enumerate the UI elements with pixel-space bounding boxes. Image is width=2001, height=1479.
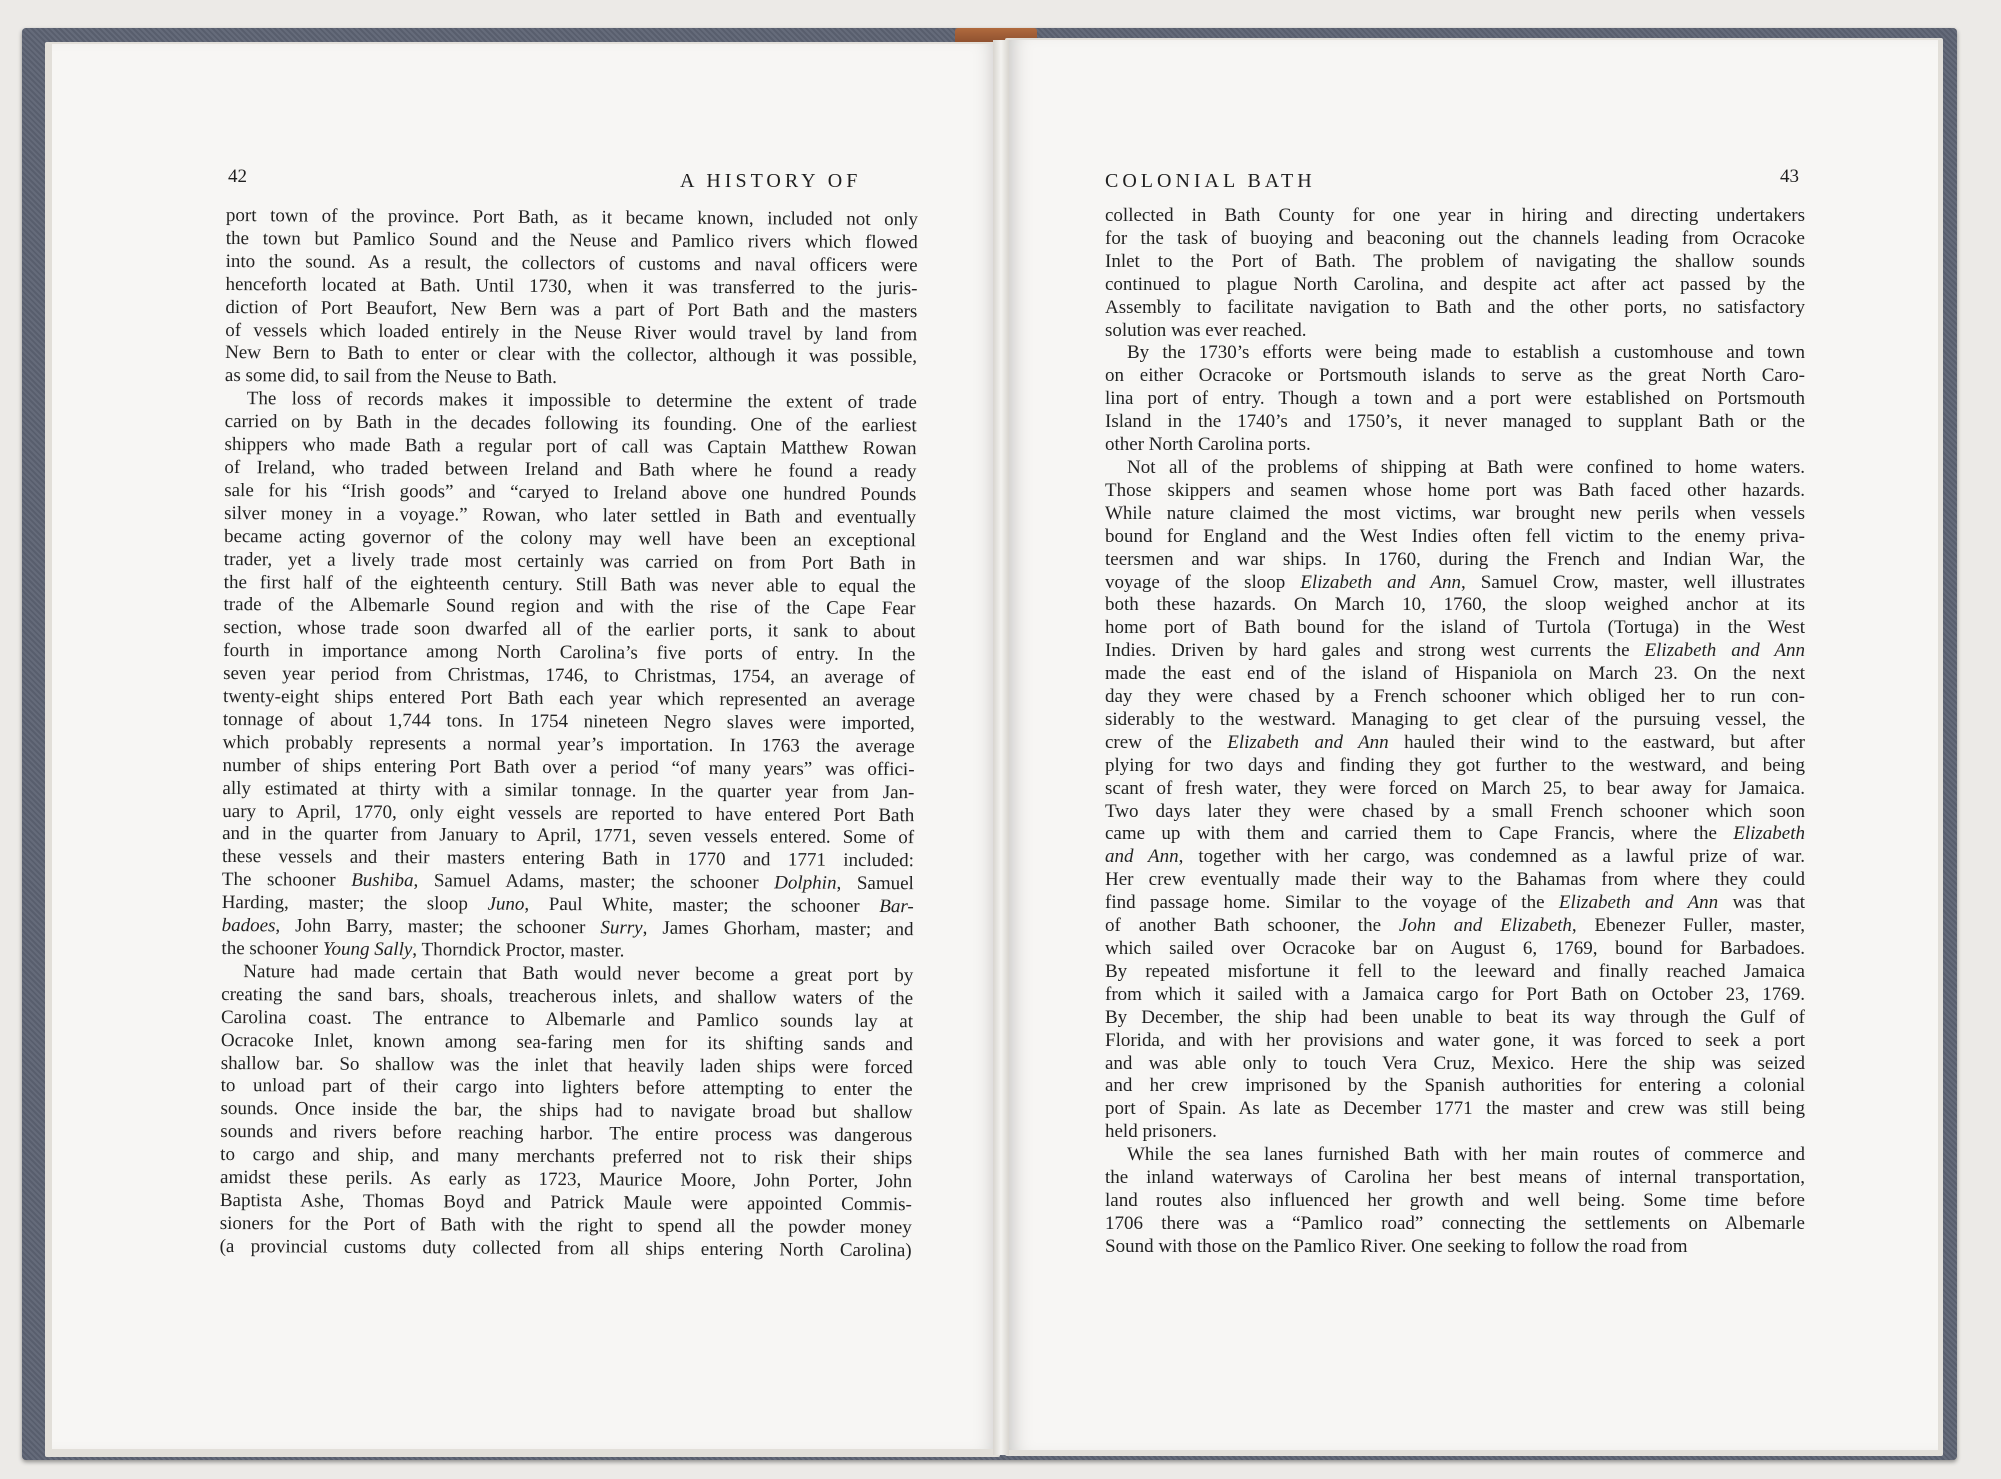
text-line: sounds. Once inside the bar, the ships had to navigate broad but shallow <box>220 1098 913 1124</box>
text-line: Florida, and with her provisions and water gone, it was forced to seek a port <box>1105 1029 1805 1051</box>
text-line: which sailed over Ocracoke bar on August 6, 1769, bound for Barbadoes. <box>1105 938 1805 959</box>
text-line: Assembly to facilitate navigation to Bath and the other ports, no satisfactory <box>1105 296 1805 318</box>
text-line: find passage home. Similar to the voyage of the Elizabeth and Ann was that <box>1105 892 1805 914</box>
text-line: to cargo and ship, and many merchants preferred not to risk their ships <box>220 1144 913 1170</box>
text-line: lina port of entry. Though a town and a port were established on Portsmouth <box>1105 388 1805 410</box>
text-line: ally estimated at thirty with a similar tonnage. In the quarter year from Jan- <box>222 777 915 803</box>
text-line: port of Spain. As late as December 1771 the master and crew was still being <box>1105 1098 1805 1120</box>
text-line: henceforth located at Bath. Until 1730, when it was transferred to the juris- <box>225 273 918 299</box>
text-line: from which it sailed with a Jamaica cargo for Port Bath on October 23, 1769. <box>1105 983 1805 1005</box>
text-line: Nature had made certain that Bath would never become a great port by <box>243 961 914 987</box>
text-line: Her crew eventually made their way to the Bahamas from where they could <box>1105 869 1805 891</box>
text-line: and her crew imprisoned by the Spanish authorities for entering a colonial <box>1105 1075 1805 1097</box>
text-line: Carolina coast. The entrance to Albemarle and Pamlico sounds lay at <box>220 1006 914 1032</box>
text-line: trade of the Albemarle Sound region and with the rise of the Cape Fear <box>223 594 916 620</box>
text-line: While the sea lanes furnished Bath with her main routes of commerce and <box>1127 1144 1805 1166</box>
right-page-body <box>1105 205 1805 1259</box>
text-line: became acting governor of the colony may well have been an exceptional <box>223 525 917 551</box>
text-line: of vessels which loaded entirely in the Neuse River would travel by land from <box>225 319 918 345</box>
text-line: other North Carolina ports. <box>1105 434 1311 456</box>
text-line: Baptista Ashe, Thomas Boyd and Patrick Maule were appointed Commis- <box>219 1189 912 1216</box>
text-line: fourth in importance among North Carolina’s five ports of entry. In the <box>223 640 916 666</box>
text-line: The schooner Bushiba, Samuel Adams, master; the schooner Dolphin, Samuel <box>221 869 914 895</box>
text-line: bound for England and the West Indies often fell victim to the enemy priva- <box>1105 525 1805 547</box>
text-line: the first half of the eighteenth century. Still Bath was never able to equal the <box>223 571 916 597</box>
text-line: home port of Bath bound for the island of Turtola (Tortuga) in the West <box>1105 617 1805 639</box>
right-running-head: COLONIAL BATH <box>1105 170 1316 192</box>
text-line: New Bern to Bath to enter or clear with the collector, although it was possible, <box>225 342 918 368</box>
text-line: Indies. Driven by hard gales and strong west currents the Elizabeth and Ann <box>1105 640 1805 662</box>
text-line: crew of the Elizabeth and Ann hauled their wind to the eastward, but after <box>1105 731 1805 753</box>
text-line: Ocracoke Inlet, known among sea-faring men for its shifting sands and <box>220 1029 913 1055</box>
text-line: of Ireland, who traded between Ireland and Bath where he found a ready <box>224 456 917 483</box>
text-line: collected in Bath County for one year in hiring and directing undertakers <box>1105 205 1805 226</box>
text-line: section, whose trade soon dwarfed all of the earlier ports, it sank to about <box>223 617 916 643</box>
left-page-body <box>220 205 918 1263</box>
text-line: as some did, to sail from the Neuse to Bath. <box>224 365 557 389</box>
text-line: siderably to the westward. Managing to get clear of the pursuing vessel, the <box>1105 708 1805 730</box>
text-line: into the sound. As a result, the collectors of customs and naval officers were <box>225 250 918 277</box>
text-line: tonnage of about 1,744 tons. In 1754 nineteen Negro slaves were imported, <box>222 708 915 735</box>
text-line: carried on by Bath in the decades following its founding. One of the earliest <box>224 411 917 437</box>
text-line: on either Ocracoke or Portsmouth islands to serve as the great North Caro- <box>1105 365 1805 387</box>
text-line: trader, yet a lively trade most certainly was carried on from Port Bath in <box>223 548 916 574</box>
text-line: Inlet to the Port of Bath. The problem of navigating the shallow sounds <box>1105 250 1805 272</box>
text-line: Island in the 1740’s and 1750’s, it never managed to supplant Bath or the <box>1105 411 1805 433</box>
text-line: Two days later they were chased by a small French schooner which soon <box>1105 800 1805 822</box>
text-line: which probably represents a normal year’s importation. In 1763 the average <box>222 731 915 758</box>
text-line: came up with them and carried them to Cape Francis, where the Elizabeth <box>1105 823 1805 845</box>
text-line: Harding, master; the sloop Juno, Paul White, master; the schooner Bar- <box>221 892 914 918</box>
text-line: port town of the province. Port Bath, as it became known, included not only <box>225 205 918 231</box>
text-line: twenty-eight ships entered Port Bath each year which represented an average <box>222 686 916 712</box>
text-line: diction of Port Beaufort, New Bern was a part of Port Bath and the masters <box>225 296 918 322</box>
text-line: By repeated misfortune it fell to the leeward and finally reached Jamaica <box>1105 960 1805 982</box>
text-line: of another Bath schooner, the John and Elizabeth, Ebenezer Fuller, master, <box>1105 915 1805 937</box>
text-line: voyage of the sloop Elizabeth and Ann, Samuel Crow, master, well illustrates <box>1105 571 1805 593</box>
text-line: uary to April, 1770, only eight vessels are reported to have entered Port Bath <box>222 800 915 826</box>
text-line: Those skippers and seamen whose home port was Bath faced other hazards. <box>1105 479 1805 501</box>
text-line: seven year period from Christmas, 1746, to Christmas, 1754, an average of <box>223 663 916 689</box>
text-line: shippers who made Bath a regular port of call was Captain Matthew Rowan <box>224 434 917 460</box>
left-running-head: A HISTORY OF <box>680 170 862 192</box>
text-line: While nature claimed the most victims, war brought new perils when vessels <box>1105 502 1805 524</box>
text-line: and in the quarter from January to April, 1771, seven vessels entered. Some of <box>222 823 915 849</box>
text-line: and Ann, together with her cargo, was condemned as a lawful prize of war. <box>1105 846 1805 868</box>
text-line: shallow bar. So shallow was the inlet that heavily laden ships were forced <box>220 1052 913 1078</box>
text-line: the inland waterways of Carolina her best means of internal transportation, <box>1105 1167 1805 1189</box>
text-line: day they were chased by a French schooner which obliged her to run con- <box>1105 686 1805 708</box>
text-line: sounds and rivers before reaching harbor. The entire process was dangerous <box>220 1121 913 1147</box>
text-line: (a provincial customs duty collected from all ships entering North Carolina) <box>219 1235 912 1261</box>
text-line: held prisoners. <box>1105 1121 1217 1143</box>
text-line: Not all of the problems of shipping at Bath were confined to home waters. <box>1127 456 1805 478</box>
text-line: sioners for the Port of Bath with the right to spend all the powder money <box>219 1212 912 1239</box>
text-line: teersmen and war ships. In 1760, during the French and Indian War, the <box>1105 548 1805 570</box>
text-line: both these hazards. On March 10, 1760, the sloop weighed anchor at its <box>1105 594 1805 616</box>
text-line: the town but Pamlico Sound and the Neuse and Pamlico rivers which flowed <box>225 227 918 254</box>
text-line: scant of fresh water, they were forced on March 25, to bear away for Jamaica. <box>1105 777 1805 799</box>
text-line: The loss of records makes it impossible to determine the extent of trade <box>246 388 917 414</box>
text-line: amidst these perils. As early as 1723, Maurice Moore, John Porter, John <box>219 1167 913 1193</box>
text-line: made the east end of the island of Hispaniola on March 23. On the next <box>1105 663 1805 685</box>
text-line: Sound with those on the Pamlico River. One seeking to follow the road from <box>1105 1235 1688 1257</box>
text-line: the schooner Young Sally, Thorndick Proctor, master. <box>221 937 625 962</box>
text-line: to unload part of their cargo into lighters before attempting to enter the <box>220 1075 913 1101</box>
text-line: these vessels and their masters entering Bath in 1770 and 1771 included: <box>221 846 915 872</box>
text-line: land routes also influenced her growth and well being. Some time before <box>1105 1189 1805 1211</box>
text-line: for the task of buoying and beaconing out the channels leading from Ocracoke <box>1105 227 1805 249</box>
text-line: creating the sand bars, shoals, treacherous inlets, and shallow waters of the <box>221 983 914 1010</box>
text-line: solution was ever reached. <box>1105 319 1307 341</box>
text-line: number of ships entering Port Bath over a period “of many years” was offici- <box>222 754 915 780</box>
text-line: plying for two days and finding they got further to the westward, and being <box>1105 754 1805 776</box>
text-line: sale for his “Irish goods” and “caryed to Ireland above one hundred Pounds <box>224 479 917 506</box>
text-line: By the 1730’s efforts were being made to establish a customhouse and town <box>1127 342 1805 364</box>
right-page-number: 43 <box>1780 166 1799 187</box>
text-line: and was able only to touch Vera Cruz, Mexico. Here the ship was seized <box>1105 1052 1805 1074</box>
book-gutter <box>993 40 1009 1455</box>
text-line: silver money in a voyage.” Rowan, who later settled in Bath and eventually <box>224 502 917 529</box>
text-line: By December, the ship had been unable to beat its way through the Gulf of <box>1105 1006 1805 1028</box>
text-line: 1706 there was a “Pamlico road” connecting the settlements on Albemarle <box>1105 1212 1805 1234</box>
text-line: continued to plague North Carolina, and despite act after act passed by the <box>1105 273 1805 295</box>
left-page-number: 42 <box>228 166 247 187</box>
text-line: badoes, John Barry, master; the schooner Surry, James Ghorham, master; and <box>221 915 914 941</box>
